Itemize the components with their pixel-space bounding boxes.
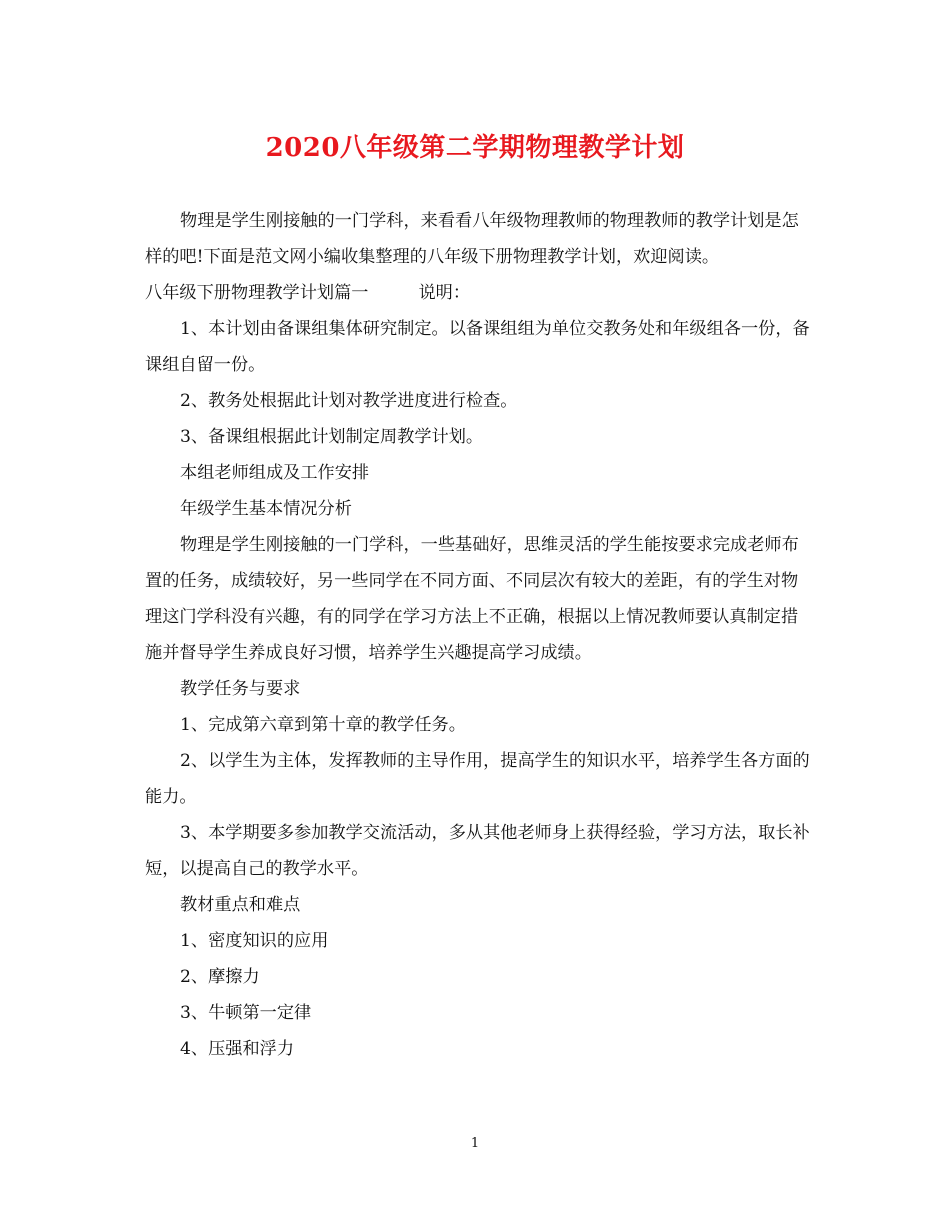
document-title: 2020八年级第二学期物理教学计划	[265, 133, 685, 163]
key-point-item: 3、牛顿第一定律	[180, 1003, 312, 1023]
heading-key-points: 教材重点和难点	[180, 895, 301, 915]
section-heading-line	[145, 275, 810, 311]
section-note-label: 说明：	[418, 283, 471, 303]
section-heading: 八年级下册物理教学计划篇一	[145, 283, 369, 303]
key-point-item: 2、摩擦力	[180, 967, 260, 987]
task-item: 2、以学生为主体，发挥教师的主导作用，提高学生的知识水平，培养学生各方面的能力。	[145, 751, 810, 807]
document-body	[145, 203, 810, 1067]
key-point-item: 1、密度知识的应用	[180, 931, 329, 951]
heading-analysis: 年级学生基本情况分析	[180, 499, 352, 519]
note-item: 1、本计划由备课组集体研究制定。以备课组组为单位交教务处和年级组各一份，备课组自留一份。	[145, 319, 810, 375]
page-number: 1	[470, 1136, 480, 1151]
key-point-item: 4、压强和浮力	[180, 1039, 295, 1059]
task-item: 1、完成第六章到第十章的教学任务。	[180, 715, 466, 735]
task-item: 3、本学期要多参加教学交流活动，多从其他老师身上获得经验，学习方法，取长补短，以提高自己的教学水平。	[145, 823, 810, 879]
note-item: 2、教务处根据此计划对教学进度进行检查。	[180, 391, 518, 411]
note-item: 3、备课组根据此计划制定周教学计划。	[180, 427, 484, 447]
heading-tasks: 教学任务与要求	[180, 679, 301, 699]
heading-teachers: 本组老师组成及工作安排	[180, 463, 370, 483]
analysis-paragraph: 物理是学生刚接触的一门学科，一些基础好，思维灵活的学生能按要求完成老师布置的任务，成绩较好，另一些同学在不同方面、不同层次有较大的差距，有的学生对物理这门学科没有兴趣，有的同学在学习方法上不正确，根据以上情况教师要认真制定措施并督导学生养成良好习惯，培养学生兴趣提高学习成绩。	[145, 535, 799, 663]
intro-paragraph: 物理是学生刚接触的一门学科，来看看八年级物理教师的物理教师的教学计划是怎样的吧!下面是范文网小编收集整理的八年级下册物理教学计划，欢迎阅读。	[145, 211, 799, 267]
